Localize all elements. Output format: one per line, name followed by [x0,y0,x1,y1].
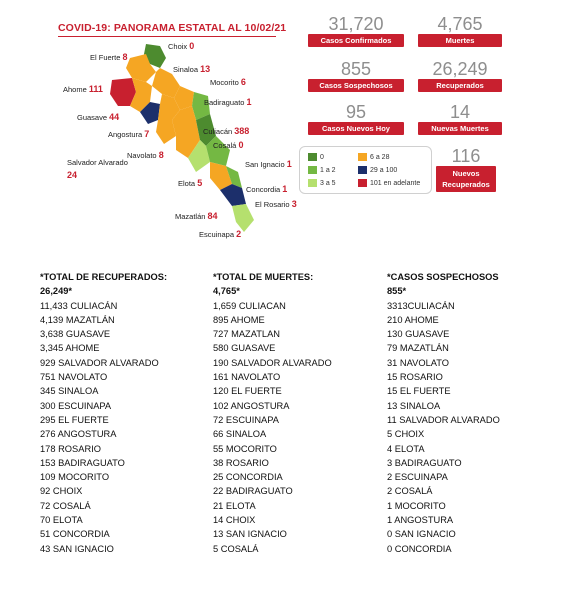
stat-label: Muertes [418,34,502,47]
label-san-ignacio: San Ignacio 1 [245,159,292,169]
list-item: 55 MOCORITO [213,443,277,454]
legend-swatch [308,153,317,161]
list-item: 3,638 GUASAVE [40,329,111,340]
label-salvador-alvarado: Salvador Alvarado 24 [67,158,128,180]
list-item: 51 CONCORDIA [40,529,110,540]
column-total: 4,765* [213,286,240,297]
label-el-rosario: El Rosario 3 [255,199,297,209]
list-item: 70 ELOTA [40,515,83,526]
list-item: 295 EL FUERTE [40,414,109,425]
stat-nuevos-hoy [308,102,404,135]
legend-swatch [358,153,367,161]
legend-swatch [308,179,317,187]
list-item: 3313CULIACÁN [387,300,455,311]
stat-value: 855 [340,59,372,79]
list-item: 300 ESCUINAPA [40,400,112,411]
title-underline [58,36,276,37]
legend-item: 29 a 100 [358,166,397,174]
column-heading: *TOTAL DE MUERTES: [213,272,314,282]
stat-value: 4,765 [437,14,483,34]
list-item: 79 MAZATLÁN [387,343,449,354]
list-item: 22 BADIRAGUATO [213,486,293,497]
list-item: 161 NAVOLATO [213,372,281,383]
recuperados-column [40,270,167,556]
list-item: 210 AHOME [387,314,439,325]
stat-confirmados [308,14,404,47]
column-total: 26,249* [40,286,73,297]
legend-item: 3 a 5 [308,179,336,187]
stat-value: 95 [345,102,367,122]
list-item: 14 CHOIX [213,515,256,526]
list-item: 11 SALVADOR ALVARADO [387,414,500,425]
stat-label: Casos Nuevos Hoy [308,122,404,135]
stat-value: 31,720 [328,14,384,34]
list-item: 1 MOCORITO [387,500,446,511]
legend-item: 101 en adelante [358,179,420,187]
stat-value: 14 [449,102,471,122]
label-ahome: Ahome 111 [63,84,103,94]
label-guasave: Guasave 44 [77,112,120,122]
label-angostura: Angostura 7 [108,129,150,139]
list-item: 0 CONCORDIA [387,543,452,554]
column-heading: *CASOS SOSPECHOSOS [387,272,499,282]
stat-label: Nuevos Recuperados [436,166,496,192]
legend-swatch [358,179,367,187]
list-item: 178 ROSARIO [40,443,101,454]
label-badiraguato: Badiraguato 1 [204,97,252,107]
label-escuinapa: Escuinapa 2 [199,229,242,239]
list-item: 43 SAN IGNACIO [40,543,114,554]
label-mazatlan: Mazatlán 84 [175,211,218,221]
label-cosala: Cosalá 0 [213,140,244,150]
stat-label: Casos Sospechosos [308,79,404,92]
list-item: 130 GUASAVE [387,329,450,340]
label-sinaloa: Sinaloa 13 [173,64,211,74]
label-mocorito: Mocorito 6 [210,77,246,87]
list-item: 345 SINALOA [40,386,99,397]
list-item: 120 EL FUERTE [213,386,282,397]
list-item: 4,139 MAZATLÁN [40,314,115,325]
sospechosos-column [387,270,500,556]
label-culiacan: Culiacán 388 [203,126,250,136]
list-item: 15 EL FUERTE [387,386,451,397]
list-item: 276 ANGOSTURA [40,429,117,440]
list-item: 153 BADIRAGUATO [40,457,125,468]
list-item: 190 SALVADOR ALVARADO [213,357,332,368]
legend-item: 0 [308,153,324,161]
label-elota: Elota 5 [178,178,203,188]
list-item: 929 SALVADOR ALVARADO [40,357,159,368]
list-item: 727 MAZATLAN [213,329,280,340]
list-item: 109 MOCORITO [40,472,110,483]
list-item: 25 CONCORDIA [213,472,283,483]
label-el-fuerte: El Fuerte 8 [90,52,128,62]
label-choix: Choix 0 [168,41,195,51]
region-escuinapa [232,204,254,232]
legend-item: 1 a 2 [308,166,336,174]
stat-value: 116 [451,146,481,166]
list-item: 2 ESCUINAPA [387,472,448,483]
list-item: 92 CHOIX [40,486,83,497]
stat-label: Nuevas Muertes [418,122,502,135]
list-item: 72 COSALÁ [40,500,91,511]
stat-label: Casos Confirmados [308,34,404,47]
list-item: 895 AHOME [213,314,265,325]
list-item: 580 GUASAVE [213,343,276,354]
list-item: 4 ELOTA [387,443,425,454]
list-item: 38 ROSARIO [213,457,269,468]
stat-recuperados [418,59,502,92]
list-item: 21 ELOTA [213,500,256,511]
label-navolato: Navolato 8 [127,150,164,160]
stat-nuevos-recuperados [436,146,496,192]
list-item: 31 NAVOLATO [387,357,450,368]
list-item: 751 NAVOLATO [40,372,108,383]
muertes-column [213,270,332,556]
list-item: 2 COSALÁ [387,486,433,497]
list-item: 102 ANGOSTURA [213,400,290,411]
stat-value: 26,249 [432,59,488,79]
column-heading: *TOTAL DE RECUPERADOS: [40,272,168,282]
list-item: 66 SINALOA [213,429,267,440]
list-item: 5 CHOIX [387,429,425,440]
stat-nuevas-muertes [418,102,502,135]
legend-swatch [358,166,367,174]
stat-label: Recuperados [418,79,502,92]
page-title: COVID-19: PANORAMA ESTATAL AL 10/02/21 [58,22,287,34]
list-item: 1,659 CULIACAN [213,300,286,311]
list-item: 11,433 CULIACÁN [40,300,118,311]
legend-swatch [308,166,317,174]
stat-muertes [418,14,502,47]
legend-item: 6 a 28 [358,153,389,161]
label-concordia: Concordia 1 [246,184,288,194]
list-item: 3 BADIRAGUATO [387,457,462,468]
list-item: 3,345 AHOME [40,343,100,354]
list-item: 0 SAN IGNACIO [387,529,456,540]
list-item: 5 COSALÁ [213,543,259,554]
list-item: 15 ROSARIO [387,372,443,383]
list-item: 72 ESCUINAPA [213,414,279,425]
list-item: 1 ANGOSTURA [387,515,454,526]
list-item: 13 SAN IGNACIO [213,529,287,540]
list-item: 13 SINALOA [387,400,441,411]
stat-sospechosos [308,59,404,92]
column-total: 855* [387,286,407,297]
map-legend [299,146,432,194]
